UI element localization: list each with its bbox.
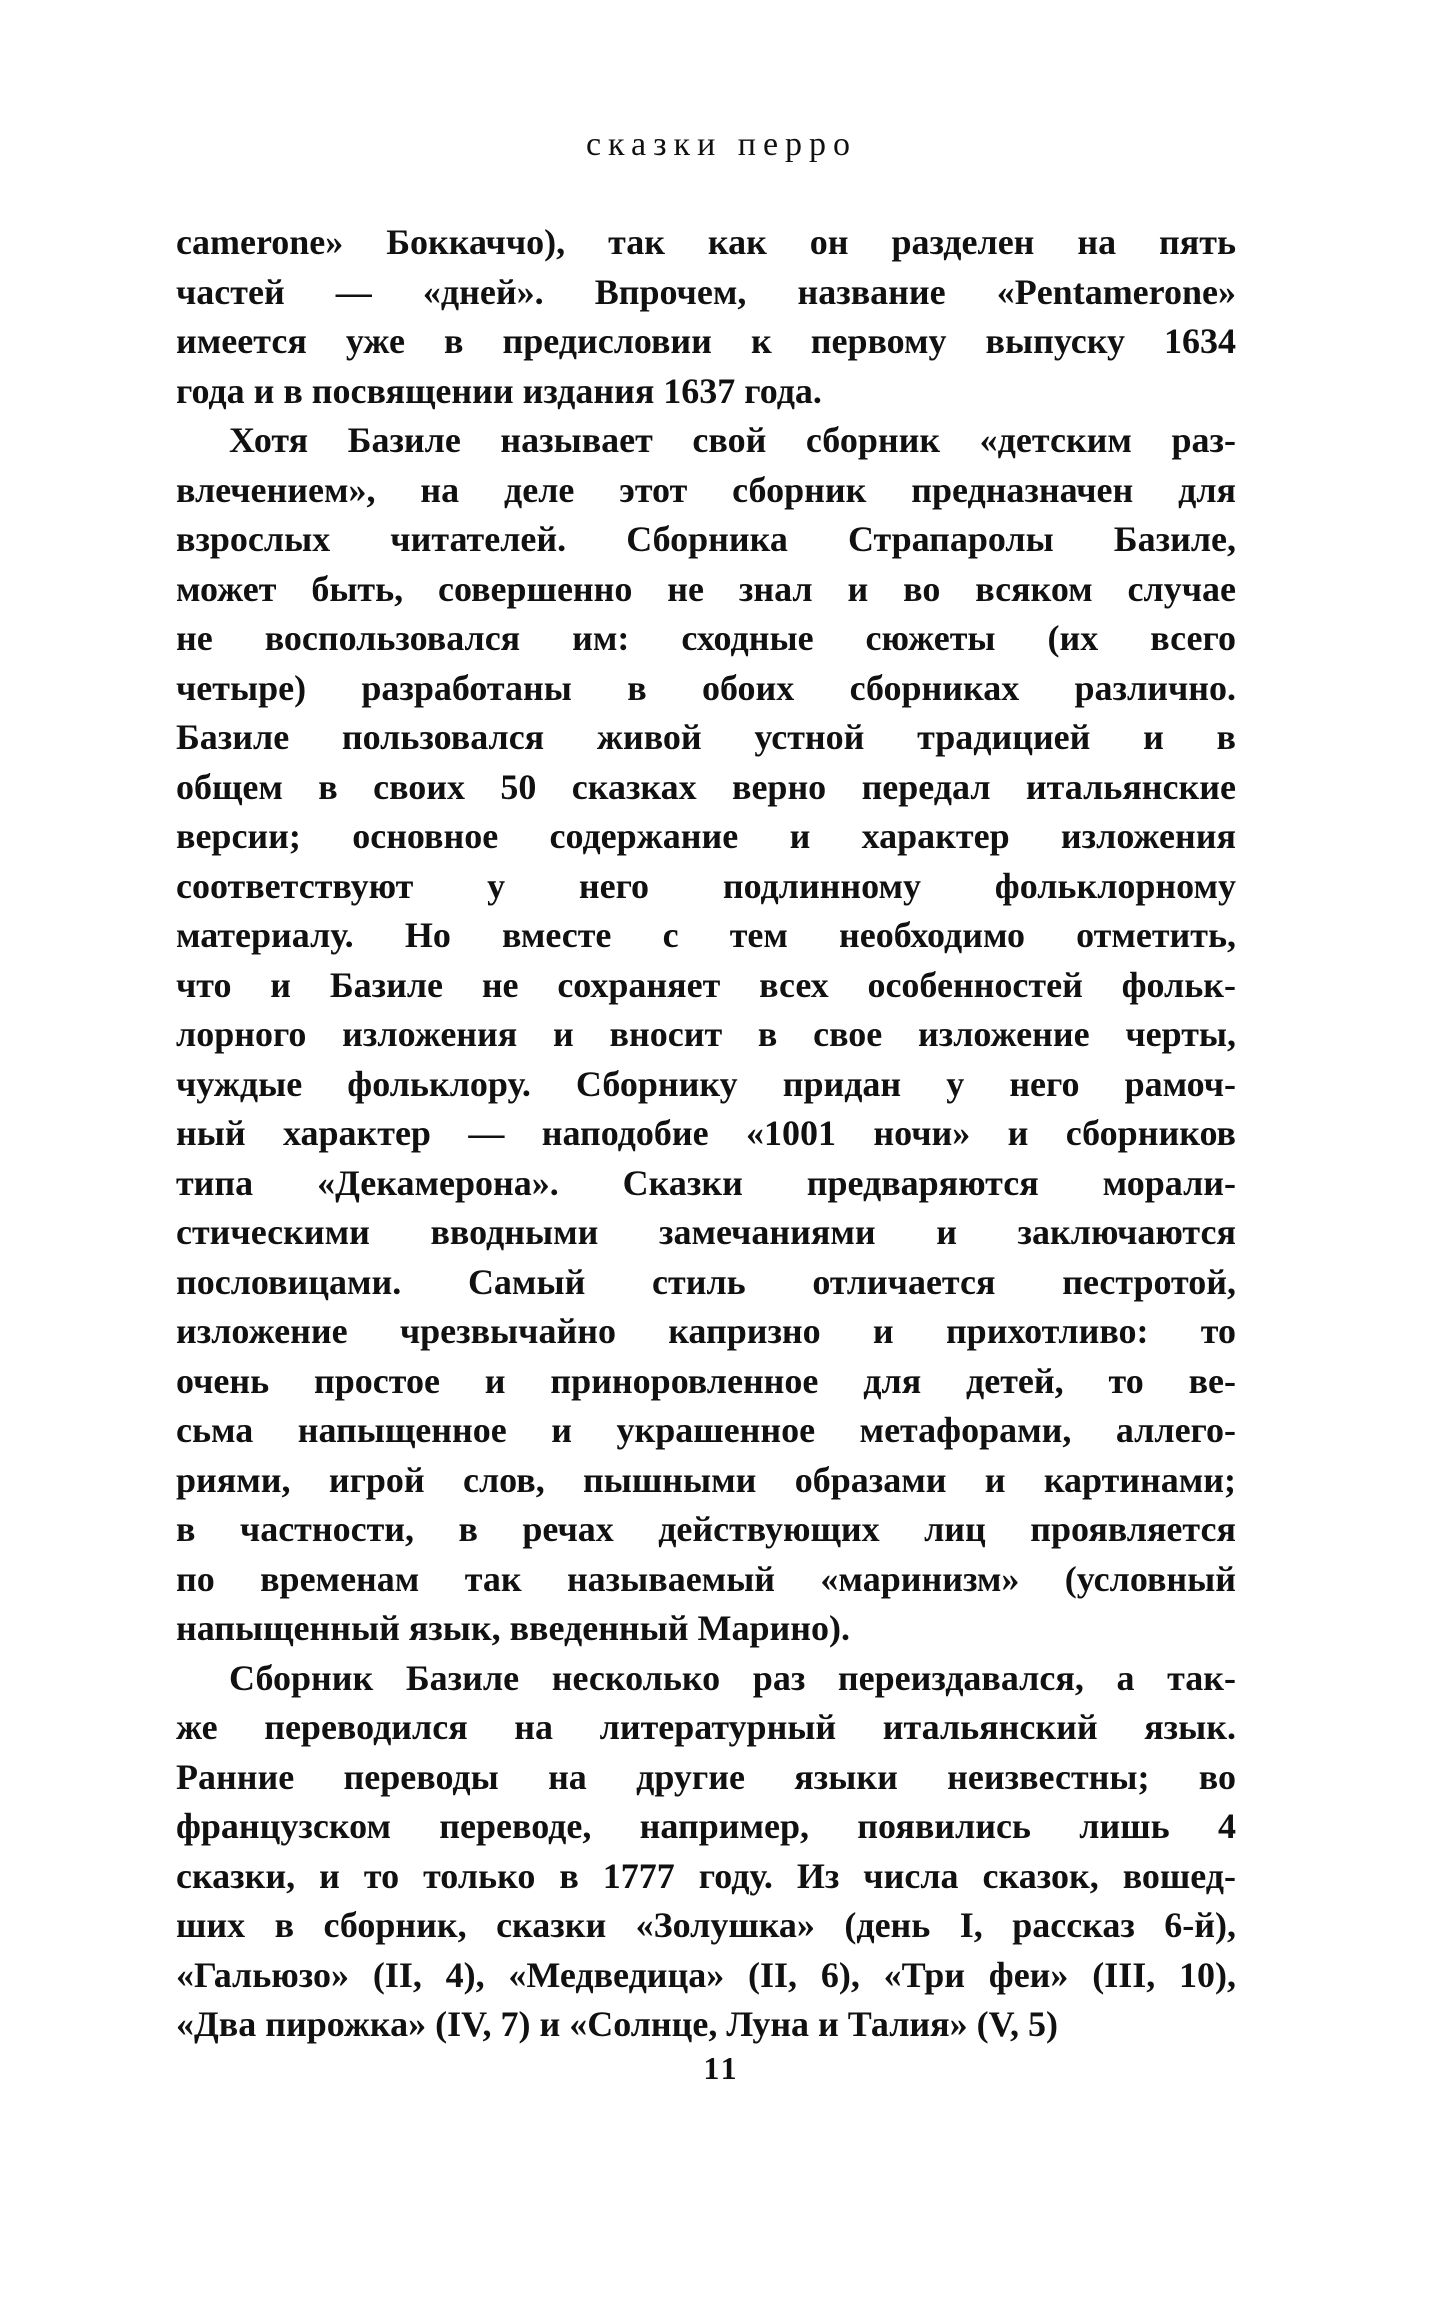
- text-line: материалу. Но вместе с тем необходимо отметить,: [176, 915, 1236, 955]
- text-line: влечением», на деле этот сборник предназначен для: [176, 469, 1236, 510]
- text-line: года и в посвящении издания 1637 года.: [176, 370, 822, 411]
- text-line: четыре) разработаны в обоих сборниках различно.: [176, 667, 1236, 708]
- text-line: Хотя Базиле называет свой сборник «детским раз-: [229, 420, 1236, 460]
- text-line: сьма напыщенное и украшенное метафорами, аллего-: [176, 1410, 1236, 1450]
- text-line: соответствуют у него подлинному фольклорному: [176, 865, 1236, 906]
- text-line: в частности, в речах действующих лиц проявляется: [176, 1509, 1236, 1549]
- text-line: лорного изложения и вносит в свое изложение черты,: [176, 1014, 1236, 1054]
- page-number: 11: [703, 2050, 740, 2086]
- paragraph: [176, 1654, 1236, 2050]
- text-line: Базиле пользовался живой устной традицией и в: [176, 717, 1236, 757]
- text-line: сказки, и то только в 1777 году. Из числа сказок, вошед-: [176, 1855, 1236, 1896]
- text-line: camerone» Боккаччо), так как он разделен на пять: [176, 222, 1236, 262]
- text-line: же переводился на литературный итальянский язык.: [176, 1707, 1236, 1747]
- text-line: версии; основное содержание и характер изложения: [176, 816, 1236, 856]
- text-line: частей — «дней». Впрочем, название «Pentamerone»: [176, 271, 1236, 312]
- running-head: сказки перро: [585, 126, 858, 163]
- text-line: чуждые фольклору. Сборнику придан у него рамоч-: [176, 1063, 1236, 1104]
- body-text: [176, 218, 1236, 2050]
- text-line: общем в своих 50 сказках верно передал итальянские: [176, 766, 1236, 807]
- text-line: «Два пирожка» (IV, 7) и «Солнце, Луна и Талия» (V, 5): [176, 2004, 1058, 2044]
- text-line: напыщенный язык, введенный Марино).: [176, 1608, 850, 1648]
- text-line: риями, игрой слов, пышными образами и картинами;: [176, 1459, 1236, 1500]
- text-line: типа «Декамерона». Сказки предваряются морали-: [176, 1162, 1236, 1203]
- text-line: стическими вводными замечаниями и заключаются: [176, 1212, 1236, 1252]
- text-line: не воспользовался им: сходные сюжеты (их всего: [176, 618, 1236, 658]
- paragraph: [176, 416, 1236, 1654]
- text-line: может быть, совершенно не знал и во всяком случае: [176, 568, 1236, 609]
- text-line: что и Базиле не сохраняет всех особенностей фольк-: [176, 964, 1236, 1005]
- text-line: изложение чрезвычайно капризно и прихотливо: то: [176, 1311, 1236, 1351]
- text-line: ших в сборник, сказки «Золушка» (день I, рассказ 6-й),: [176, 1905, 1236, 1945]
- text-line: ный характер — наподобие «1001 ночи» и сборников: [176, 1113, 1236, 1153]
- text-line: «Гальюзо» (II, 4), «Медведица» (II, 6), «Три феи» (III, 10),: [176, 1954, 1236, 1995]
- paragraph: [176, 218, 1236, 416]
- text-line: очень простое и приноровленное для детей, то ве-: [176, 1360, 1236, 1401]
- text-line: пословицами. Самый стиль отличается пестротой,: [176, 1261, 1236, 1302]
- text-line: по временам так называемый «маринизм» (условный: [176, 1558, 1236, 1599]
- text-line: взрослых читателей. Сборника Страпаролы Базиле,: [176, 519, 1236, 559]
- text-line: французском переводе, например, появились лишь 4: [176, 1806, 1236, 1846]
- text-line: имеется уже в предисловии к первому выпуску 1634: [176, 321, 1236, 361]
- text-line: Сборник Базиле несколько раз переиздавался, а так-: [229, 1657, 1236, 1698]
- text-line: Ранние переводы на другие языки неизвестны; во: [176, 1756, 1236, 1797]
